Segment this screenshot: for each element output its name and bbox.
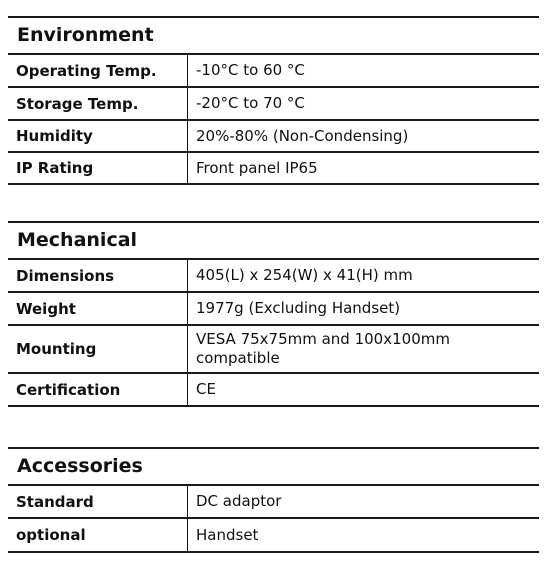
spec-label: Certification bbox=[8, 374, 188, 405]
spec-label: Operating Temp. bbox=[8, 55, 188, 86]
spec-label: Mounting bbox=[8, 326, 188, 372]
spec-value: 1977g (Excluding Handset) bbox=[196, 299, 401, 317]
section-title: Mechanical bbox=[8, 221, 539, 260]
section-title: Accessories bbox=[8, 447, 539, 486]
spec-value: DC adaptor bbox=[196, 492, 282, 510]
spec-label: Humidity bbox=[8, 121, 188, 151]
table-row bbox=[8, 153, 539, 185]
spec-label: optional bbox=[8, 519, 188, 551]
table-row bbox=[8, 519, 539, 553]
spec-label: Storage Temp. bbox=[8, 88, 188, 119]
spec-label: Standard bbox=[8, 486, 188, 517]
spec-value: 20%-80% (Non-Condensing) bbox=[196, 126, 409, 145]
spec-value: Front panel IP65 bbox=[196, 158, 318, 177]
accessories-section bbox=[8, 447, 539, 553]
mechanical-section bbox=[8, 221, 539, 407]
table-row bbox=[8, 55, 539, 88]
table-row bbox=[8, 486, 539, 519]
table-row bbox=[8, 121, 539, 153]
table-row bbox=[8, 260, 539, 293]
spec-value: -10°C to 60 °C bbox=[196, 61, 305, 79]
table-row bbox=[8, 374, 539, 407]
table-row bbox=[8, 326, 539, 374]
spec-label: IP Rating bbox=[8, 153, 188, 183]
spec-value: Handset bbox=[196, 525, 259, 544]
spec-value: 405(L) x 254(W) x 41(H) mm bbox=[196, 266, 413, 284]
spec-value: VESA 75x75mm and 100x100mm compatible bbox=[196, 330, 450, 367]
spec-value: -20°C to 70 °C bbox=[196, 94, 305, 112]
environment-section bbox=[8, 16, 539, 185]
section-title: Environment bbox=[8, 16, 539, 55]
table-row bbox=[8, 88, 539, 121]
spec-label: Weight bbox=[8, 293, 188, 324]
spec-label: Dimensions bbox=[8, 260, 188, 291]
spec-value: CE bbox=[196, 380, 216, 398]
table-row bbox=[8, 293, 539, 326]
